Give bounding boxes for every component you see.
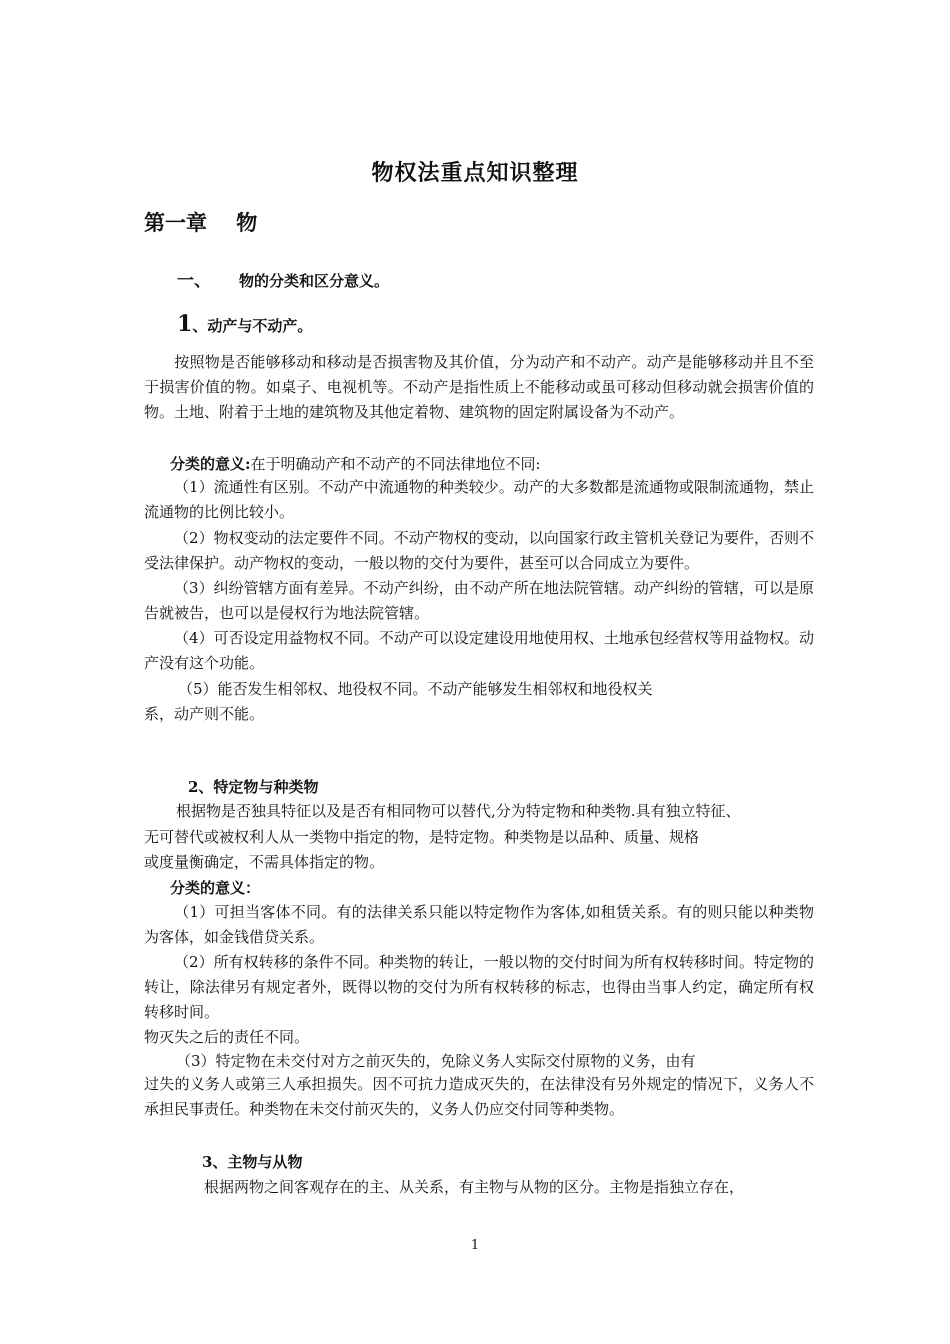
subsection-text: 、动产与不动产。 [192,317,313,335]
paragraph-principal: 根据两物之间客观存在的主、从关系，有主物与从物的区分。主物是指独立存在， [204,1178,745,1196]
significance-line-2: 分类的意义： [170,879,261,897]
item-5-line-2: 系，动产则不能。 [144,705,265,723]
significance-label: 分类的意义: [170,455,251,473]
paragraph-specific-line-3: 或度量衡确定，不需具体指定的物。 [144,853,385,871]
subsection-heading-1 [177,311,312,337]
chapter-heading: 第一章 物 [144,210,258,235]
item-4: （4）可否设定用益物权不同。不动产可以设定建设用地使用权、土地承包经营权等用益物权。动产没有这个功能。 [144,629,814,673]
point-2-continuation: 物灭失之后的责任不同。 [144,1028,310,1046]
section-text: 物的分类和区分意义。 [239,272,390,290]
page-number: 1 [470,1238,480,1253]
section-number: 一、 [177,271,211,291]
paragraph-specific-line-2: 无可替代或被权利人从一类物中指定的物，是特定物。种类物是以品种、质量、规格 [144,828,700,846]
point-2: （2）所有权转移的条件不同。种类物的转让，一般以物的交付时间为所有权转移时间。特定物的转让，除法律另有规定者外，既得以物的交付为所有权转移的标志，也得由当事人约定，确定所有权转移时间。 [144,953,814,1022]
point-3-line-2: 过失的义务人或第三人承担损失。因不可抗力造成灭失的，在法律没有另外规定的情况下，义务人不承担民事责任。种类物在未交付前灭失的，义务人仍应交付同等种类物。 [144,1075,814,1119]
paragraph-movables: 按照物是否能够移动和移动是否损害物及其价值，分为动产和不动产。动产是能够移动并且不至于损害价值的物。如桌子、电视机等。不动产是指性质上不能移动或虽可移动但移动就会损害价值的物。土地、附着于土地的建筑物及其他定着物、建筑物的固定附属设备为不动产。 [144,353,814,422]
significance-text: 在于明确动产和不动产的不同法律地位不同: [250,455,541,473]
document-title: 物权法重点知识整理 [371,160,579,186]
section-heading [177,266,389,291]
item-3: （3）纠纷管辖方面有差异。不动产纠纷，由不动产所在地法院管辖。动产纠纷的管辖，可以是原告就被告，也可以是侵权行为地法院管辖。 [144,579,814,623]
subsection-number: 1 [177,311,193,337]
significance-line-1 [170,453,840,474]
paragraph-specific-line-1: 根据物是否独具特征以及是否有相同物可以替代,分为特定物和种类物.具有独立特征、 [176,802,741,820]
subsection-heading-3: 3、主物与从物 [202,1153,303,1171]
point-3-line-1: （3）特定物在未交付对方之前灭失的，免除义务人实际交付原物的义务，由有 [176,1052,696,1070]
item-2: （2）物权变动的法定要件不同。不动产物权的变动，以向国家行政主管机关登记为要件，否则不受法律保护。动产物权的变动，一般以物的交付为要件，甚至可以合同成立为要件。 [144,529,814,573]
item-5-line-1: （5）能否发生相邻权、地役权不同。不动产能够发生相邻权和地役权关 [178,680,653,698]
subsection-heading-2: 2、特定物与种类物 [188,778,319,796]
point-1: （1）可担当客体不同。有的法律关系只能以特定物作为客体,如租赁关系。有的则只能以种类物为客体，如金钱借贷关系。 [144,903,814,947]
item-1: （1）流通性有区别。不动产中流通物的种类较少。动产的大多数都是流通物或限制流通物，禁止流通物的比例比较小。 [144,478,814,522]
